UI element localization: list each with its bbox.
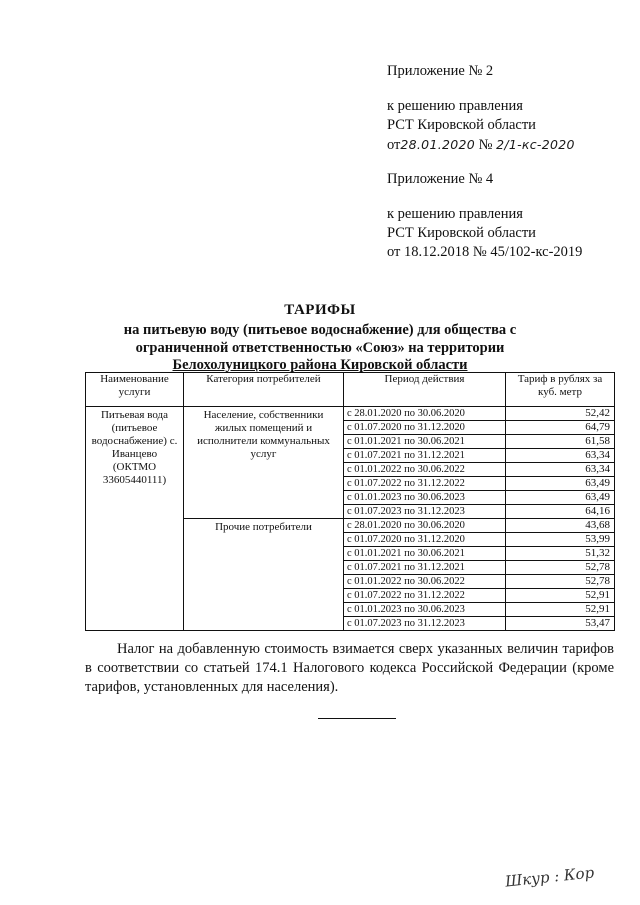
tariff-value-cell: 63,34 [506, 463, 615, 477]
rst-line: РСТ Кировской области [387, 117, 536, 133]
appendix-4-label: Приложение № 4 [387, 171, 494, 187]
tariff-value-cell: 52,91 [506, 603, 615, 617]
tariff-value-cell: 43,68 [506, 519, 615, 533]
header-tariff: Тариф в рублях за куб. метр [506, 373, 615, 407]
period-cell: с 01.01.2022 по 30.06.2022 [344, 575, 506, 589]
decision-date-number-line [387, 135, 575, 155]
tariff-value-cell: 63,49 [506, 477, 615, 491]
tariff-value-cell: 52,78 [506, 561, 615, 575]
rst-line-2: РСТ Кировской области [387, 225, 536, 241]
subtitle-line-1: на питьевую воду (питьевое водоснабжение) для общества с [123, 322, 517, 338]
period-cell: с 01.07.2023 по 31.12.2023 [344, 505, 506, 519]
period-cell: с 01.01.2023 по 30.06.2023 [344, 491, 506, 505]
category-other-cell: Прочие потребители [184, 519, 344, 631]
period-cell: с 28.01.2020 по 30.06.2020 [344, 519, 506, 533]
header-service: Наименование услуги [86, 373, 184, 407]
tariff-value-cell: 61,58 [506, 435, 615, 449]
tariff-value-cell: 51,32 [506, 547, 615, 561]
header-period: Период действия [344, 373, 506, 407]
tariff-value-cell: 52,91 [506, 589, 615, 603]
document-title: ТАРИФЫ [284, 302, 356, 318]
period-cell: с 01.07.2022 по 31.12.2022 [344, 477, 506, 491]
category-population-cell: Население, собственники жилых помещений и исполнители коммунальных услуг [184, 407, 344, 519]
tariff-table [85, 372, 615, 631]
tariff-value-cell: 64,16 [506, 505, 615, 519]
period-cell: с 01.01.2022 по 30.06.2022 [344, 463, 506, 477]
handwritten-date: 28.01.2020 [400, 137, 475, 152]
table-row [86, 407, 615, 421]
period-cell: с 28.01.2020 по 30.06.2020 [344, 407, 506, 421]
service-name-cell: Питьевая вода (питьевое водоснабжение) с. Иванцево (ОКТМО 33605440111) [86, 407, 184, 631]
period-cell: с 01.01.2023 по 30.06.2023 [344, 603, 506, 617]
decision-ref-line-2: к решению правления [387, 206, 523, 222]
tariff-value-cell: 52,42 [506, 407, 615, 421]
handwritten-number: 2/1-кс-2020 [496, 137, 575, 152]
vat-footnote-text: Налог на добавленную стоимость взимается сверх указанных величин тарифов в соответствии со статьей 174.1 Налогового кодекса Российской Федерации (кроме тарифов, установленных для населения). [85, 641, 614, 695]
document-subtitle [0, 322, 640, 375]
tariff-value-cell: 63,34 [506, 449, 615, 463]
decision-ref-line: к решению правления [387, 98, 523, 114]
period-cell: с 01.07.2021 по 31.12.2021 [344, 561, 506, 575]
from-prefix: от [387, 137, 401, 153]
previous-decision-line: от 18.12.2018 № 45/102-кс-2019 [387, 244, 583, 260]
table-header-row [86, 373, 615, 407]
subtitle-line-3: Белохолуницкого района Кировской области [172, 357, 468, 373]
period-cell: с 01.01.2021 по 30.06.2021 [344, 547, 506, 561]
tariff-value-cell: 53,99 [506, 533, 615, 547]
period-cell: с 01.07.2022 по 31.12.2022 [344, 589, 506, 603]
appendix-2-label: Приложение № 2 [387, 63, 494, 79]
period-cell: с 01.01.2021 по 30.06.2021 [344, 435, 506, 449]
header-category: Категория потребителей [184, 373, 344, 407]
subtitle-line-2: ограниченной ответственностью «Союз» на территории [135, 339, 505, 356]
period-cell: с 01.07.2020 по 31.12.2020 [344, 421, 506, 435]
tariff-value-cell: 52,78 [506, 575, 615, 589]
period-cell: с 01.07.2021 по 31.12.2021 [344, 449, 506, 463]
tariff-value-cell: 63,49 [506, 491, 615, 505]
number-sign: № [478, 137, 493, 153]
period-cell: с 01.07.2020 по 31.12.2020 [344, 533, 506, 547]
tariff-value-cell: 53,47 [506, 617, 615, 631]
handwritten-signature: Шкур : Кор [504, 863, 595, 891]
period-cell: с 01.07.2023 по 31.12.2023 [344, 617, 506, 631]
tariff-value-cell: 64,79 [506, 421, 615, 435]
vat-footnote [85, 640, 614, 697]
separator-line [318, 718, 396, 719]
